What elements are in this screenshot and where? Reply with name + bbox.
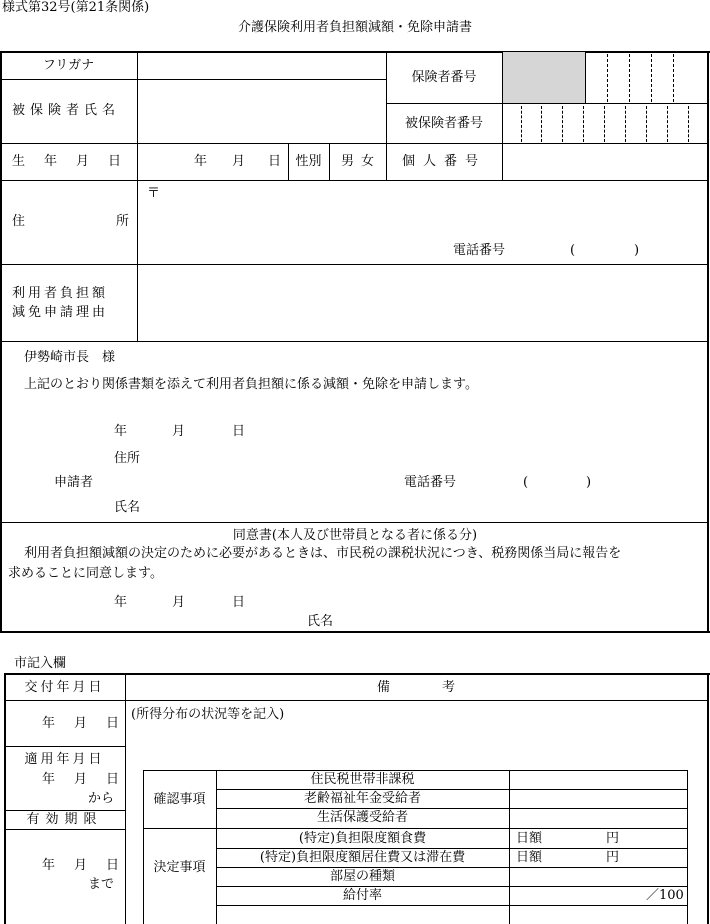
birthdate-input[interactable] (139, 145, 287, 179)
benefit-rate-suffix: ／100 (646, 888, 684, 903)
insured-name-label: 被保険者氏名 (12, 103, 121, 118)
decision-label: 決定事項 (153, 860, 206, 875)
rule-personal-left (386, 143, 387, 180)
insurer-number-input[interactable] (587, 53, 706, 102)
postal-mark: 〒 (147, 186, 161, 201)
decision-item: 部屋の種類 (329, 869, 395, 884)
consent-body-line2: 求めることに同意します。 (8, 566, 163, 581)
applicant-name-label: 氏名 (114, 500, 141, 515)
city-border-right (707, 673, 709, 924)
issue-ymd: 年 月 日 (42, 716, 123, 731)
insurer-box-divider (585, 51, 586, 103)
applicant-phone-label: 電話番号 (404, 475, 457, 490)
yen-label: 円 (606, 831, 620, 846)
city-col-divider (125, 673, 126, 924)
reason-label-line2: 減免申請理由 (12, 305, 109, 320)
gender-female-option[interactable]: 女 (361, 154, 375, 169)
application-statement: 上記のとおり関係書類を添えて利用者負担額に係る減額・免除を申請します。 (24, 377, 478, 392)
daily-amount-label: 日額 (516, 850, 543, 865)
reason-label-line1: 利用者負担額 (12, 286, 109, 301)
city-border-top (4, 673, 710, 675)
table-border-left (0, 51, 2, 633)
application-date-input[interactable] (250, 420, 370, 440)
consent-year-label: 年 (114, 595, 128, 610)
insurer-number-shaded (503, 52, 585, 103)
insured-number-input[interactable] (504, 105, 706, 142)
form-title: 介護保険利用者負担額減額・免除申請書 (237, 20, 472, 35)
city-header-rule (4, 700, 709, 701)
applicant-name-input[interactable] (150, 496, 550, 516)
daily-amount-label: 日額 (516, 831, 543, 846)
inner-rule (216, 886, 687, 887)
remarks-note: (所得分布の状況等を記入) (131, 707, 285, 722)
inner-rule (216, 789, 687, 790)
applicable-date-label: 適用年月日 (24, 752, 105, 767)
confirm-item: 生活保護受給者 (316, 810, 408, 825)
gender-label: 性別 (295, 154, 322, 169)
furigana-input[interactable] (139, 53, 385, 78)
address-input[interactable] (160, 182, 705, 232)
until-label: まで (88, 877, 115, 892)
inner-rule (143, 828, 687, 829)
consent-name-label: 氏名 (307, 614, 334, 629)
rule-label-col (137, 51, 138, 341)
confirm-label: 確認事項 (153, 792, 206, 807)
applicant-phone-paren-open: ( (523, 475, 529, 490)
inner-value-divider (509, 770, 510, 924)
birthdate-label: 生 年 月 日 (12, 154, 125, 169)
address-label-2: 所 (116, 214, 130, 229)
consent-day-label: 日 (232, 595, 246, 610)
city-border-left (4, 673, 6, 924)
addressee: 伊勢崎市長 様 (24, 350, 116, 365)
applicable-ymd: 年 月 日 (42, 772, 123, 787)
rule-birth (0, 180, 708, 181)
inner-rule (216, 848, 687, 849)
insurer-number-label: 保険者番号 (411, 70, 477, 85)
rule-name (0, 143, 708, 144)
application-year-label: 年 (114, 424, 128, 439)
gender-male-option[interactable]: 男 (341, 154, 355, 169)
remarks-input[interactable] (131, 726, 701, 766)
remarks-label: 備 考 (376, 680, 455, 695)
furigana-label: フリガナ (42, 58, 95, 73)
city-rule-issue (4, 746, 125, 747)
insured-name-input[interactable] (139, 81, 385, 142)
phone-paren-open: ( (570, 243, 576, 258)
yen-label: 円 (606, 850, 620, 865)
city-rule-validity (4, 829, 125, 830)
rule-furigana (0, 79, 386, 80)
birthdate-year-label: 年 (194, 154, 208, 169)
validity-label: 有効期限 (26, 812, 103, 827)
phone-paren-close: ) (634, 243, 640, 258)
form-number: 様式第32号(第21条関係) (2, 0, 150, 15)
inner-rule (216, 905, 687, 906)
validity-ymd: 年 月 日 (42, 858, 123, 873)
rule-reason (0, 341, 708, 342)
inner-rule (216, 808, 687, 809)
birthdate-month-label: 月 (232, 154, 246, 169)
city-rule-applicable (4, 810, 125, 811)
rule-address (0, 264, 708, 265)
applicant-address-input[interactable] (150, 447, 550, 467)
decision-item: (特定)負担限度額居住費又は滞在費 (259, 850, 466, 865)
reason-input[interactable] (139, 266, 706, 340)
confirm-item: 住民税世帯非課税 (310, 772, 415, 787)
inner-rule-top (143, 770, 688, 771)
personal-number-label: 個人番号 (402, 154, 487, 169)
rule-gender-right (329, 143, 330, 180)
consent-month-label: 月 (172, 595, 186, 610)
table-border-bottom (0, 631, 710, 633)
insured-number-label: 被保険者番号 (404, 116, 483, 131)
consent-body-line1: 利用者負担額減額の決定のために必要があるときは、市民税の課税状況につき、税務関係当局に報告を (24, 546, 622, 561)
application-month-label: 月 (172, 424, 186, 439)
from-label: から (88, 791, 115, 806)
rule-application (0, 522, 708, 523)
decision-item: (特定)負担限度額食費 (298, 831, 427, 846)
applicant-phone-paren-close: ) (586, 475, 592, 490)
inner-right (687, 770, 688, 924)
applicant-label: 申請者 (54, 475, 94, 490)
city-section-label: 市記入欄 (14, 656, 67, 671)
application-day-label: 日 (232, 424, 246, 439)
phone-input[interactable] (580, 236, 635, 262)
address-label-1: 住 (12, 214, 26, 229)
issue-date-label: 交付年月日 (24, 680, 105, 695)
consent-name-input[interactable] (340, 610, 700, 630)
birthdate-day-label: 日 (268, 154, 282, 169)
consent-title: 同意書(本人及び世帯員となる者に係る分) (232, 528, 478, 543)
confirm-item: 老齢福祉年金受給者 (303, 791, 421, 806)
decision-item: 給付率 (342, 888, 382, 903)
inner-rule (216, 867, 687, 868)
table-border-right (707, 51, 709, 633)
personal-number-input[interactable] (504, 145, 706, 179)
phone-label: 電話番号 (453, 243, 506, 258)
rule-insurer (386, 103, 708, 104)
applicant-address-label: 住所 (114, 451, 141, 466)
